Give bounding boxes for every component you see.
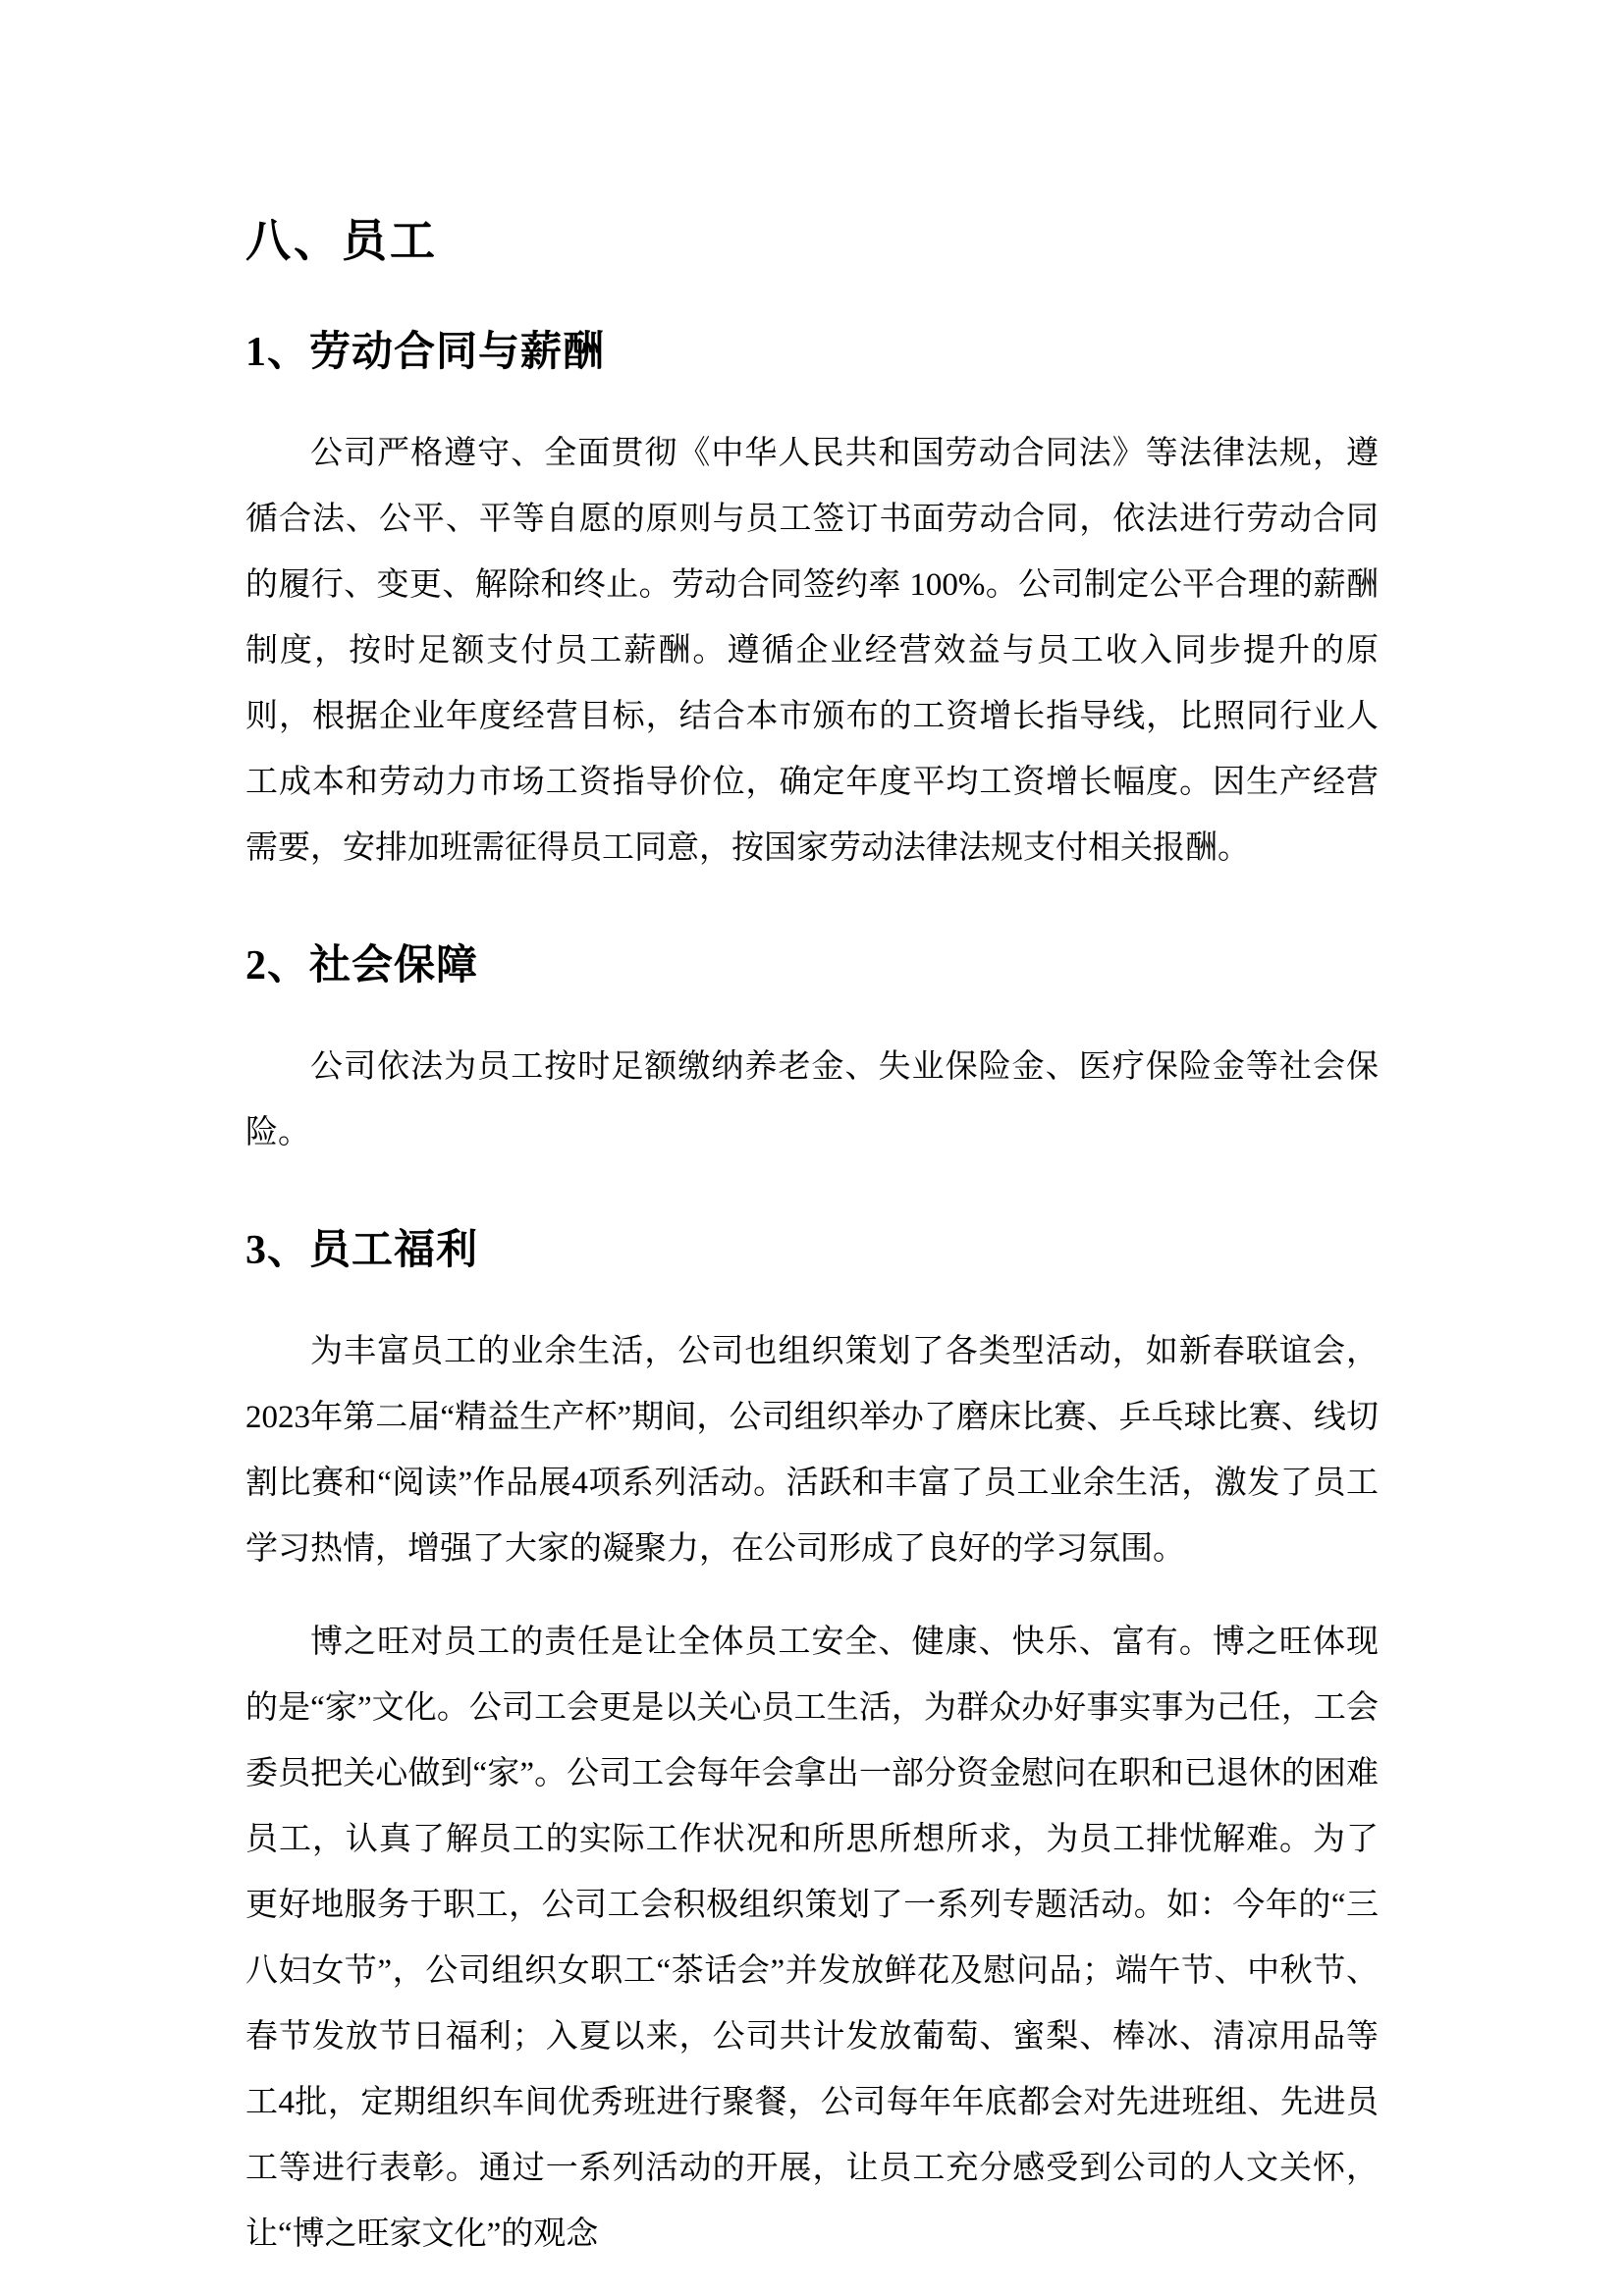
- document-page: [245, 196, 1379, 2295]
- section-labor-contract: [245, 327, 1379, 881]
- section-employee-benefits: [245, 1225, 1379, 2268]
- section-3-heading: 3、员工福利: [245, 1228, 479, 1273]
- page-title: 八、员工: [245, 215, 438, 266]
- section-social-security: [245, 940, 1379, 1166]
- section-2-heading: 2、社会保障: [245, 943, 479, 988]
- section-2-paragraph: 公司依法为员工按时足额缴纳养老金、失业保险金、医疗保险金等社会保险。: [245, 1049, 1379, 1150]
- section-1-paragraph: 公司严格遵守、全面贯彻《中华人民共和国劳动合同法》等法律法规，遵循合法、公平、平等自愿的原则与员工签订书面劳动合同，依法进行劳动合同的履行、变更、解除和终止。劳动合同签约率 100%。公司制定公平合理的薪酬制度，按时足额支付员工薪酬。遵循企业经营效益与员工收入同步提升的原则，根据企业年度经营目标，结合本市颁布的工资增长指导线，比照同行业人工成本和劳动力市场工资指导价位，确定年度平均工资增长幅度。因生产经营需要，安排加班需征得员工同意，按国家劳动法律法规支付相关报酬。: [245, 436, 1379, 866]
- section-3-paragraph-2: 博之旺对员工的责任是让全体员工安全、健康、快乐、富有。博之旺体现的是“家”文化。公司工会更是以关心员工生活，为群众办好事实事为己任，工会委员把关心做到“家”。公司工会每年会拿出一部分资金慰问在职和已退休的困难员工，认真了解员工的实际工作状况和所思所想所求，为员工排忧解难。为了更好地服务于职工，公司工会积极组织策划了一系列专题活动。如：今年的“三八妇女节”，公司组织女职工“茶话会”并发放鲜花及慰问品；端午节、中秋节、春节发放节日福利；入夏以来，公司共计发放葡萄、蜜梨、棒冰、清凉用品等工4批，定期组织车间优秀班进行聚餐，公司每年年底都会对先进班组、先进员工等进行表彰。通过一系列活动的开展，让员工充分感受到公司的人文关怀，让“博之旺家文化”的观念: [245, 1625, 1379, 2252]
- section-1-heading: 1、劳动合同与薪酬: [245, 330, 606, 375]
- section-3-paragraph-1: 为丰富员工的业余生活，公司也组织策划了各类型活动，如新春联谊会，2023年第二届“精益生产杯”期间，公司组织举办了磨床比赛、乒乓球比赛、线切割比赛和“阅读”作品展4项系列活动。活跃和丰富了员工业余生活，激发了员工学习热情，增强了大家的凝聚力，在公司形成了良好的学习氛围。: [245, 1334, 1379, 1567]
